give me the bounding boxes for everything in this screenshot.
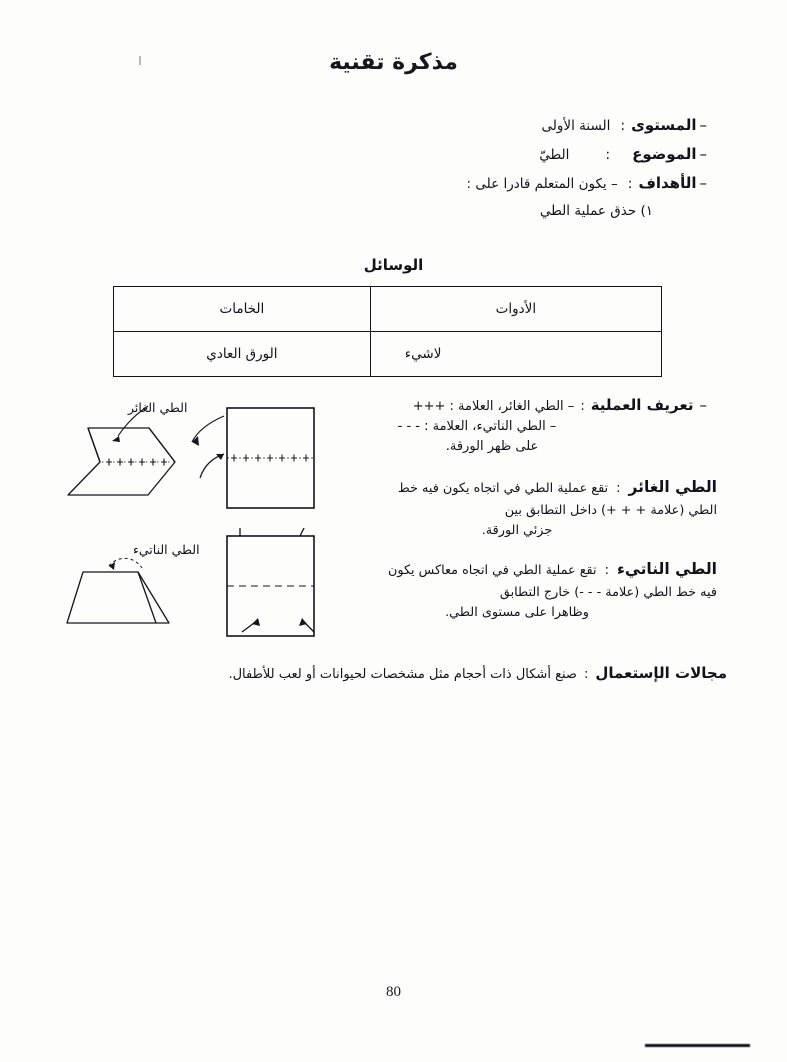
definition-line-1: – الطي الغائر، العلامة : +++ (412, 399, 575, 414)
concave-flat-sheet (227, 408, 314, 508)
definition-heading: تعريف العملية (590, 396, 694, 414)
usage-fields-line (67, 664, 727, 682)
convex-fold-heading-row (317, 560, 717, 582)
meta-dash-level: – (699, 116, 707, 134)
convex-fold-arrows (240, 528, 314, 632)
meta-label-level: المستوى (631, 116, 697, 134)
concave-inner-arrow (112, 436, 120, 442)
meta-row-subject (277, 145, 707, 163)
concave-fold-text-line-2: الطي (علامة + + +) داخل التطابق بين (504, 502, 717, 518)
meta-label-objectives: الأهداف (638, 174, 697, 192)
meta-colon-subject: : (605, 147, 611, 163)
table-header-row (114, 287, 662, 332)
meta-colon-objectives: : (627, 176, 633, 192)
concave-fold-text-line-3: جزئي الورقة. (481, 523, 553, 539)
definition-dash: – (699, 396, 707, 414)
objective-item-1: ١) حذق عملية الطي (539, 203, 653, 219)
definition-block (287, 396, 707, 457)
scan-artifact-smudge (645, 1044, 750, 1047)
meta-value-level: السنة الأولى (541, 118, 611, 134)
definition-heading-row (287, 396, 707, 417)
convex-fold-colon: : (604, 563, 609, 578)
definition-line-3: على ظهر الورقة. (445, 439, 539, 455)
usage-text: صنع أشكال ذات أحجام مثل مشخصات لحيوانات أو لعب للأطفال. (228, 667, 577, 682)
convex-fold-text-line-3: وظاهرا على مستوى الطي. (445, 605, 589, 621)
column-header-materials: الخامات (114, 287, 371, 332)
concave-fold-arrows (192, 416, 224, 478)
convex-fold-title: الطي الناتيء (616, 560, 717, 578)
meta-value-subject: الطيّ (539, 147, 570, 163)
means-table (113, 286, 662, 376)
concave-fold-text-line-1: تقع عملية الطي في اتجاه يكون فيه خط (397, 481, 609, 496)
cell-tools-value: لاشيء (370, 332, 661, 377)
concave-diagram-label: الطي الغائر (128, 400, 188, 415)
convex-leader-arrowhead (109, 562, 115, 570)
meta-row-level (277, 116, 707, 134)
definition-line-2: – الطي الناتيء، العلامة : - - - (397, 419, 557, 435)
meta-dash-objectives: – (699, 174, 707, 192)
definition-colon: : (580, 399, 585, 414)
convex-fold-text-line-1: تقع عملية الطي في اتجاه معاكس يكون (387, 563, 597, 578)
convex-fold-paragraph (317, 560, 717, 624)
meta-dash-subject: – (699, 145, 707, 163)
concave-fold-heading-row (317, 478, 717, 500)
meta-label-subject: الموضوع (632, 145, 697, 163)
scan-artifact-speck (139, 56, 141, 65)
convex-diagram-label: الطي الناتيء (133, 542, 200, 557)
concave-fold-paragraph (317, 478, 717, 542)
column-header-tools: الأدوات (370, 287, 661, 332)
convex-fold-text-line-2: فيه خط الطي (علامة - - -) خارج التطابق (499, 584, 717, 600)
meta-value-objectives: – يكون المتعلم قادرا على : (466, 176, 618, 192)
concave-fold-arrowheads (192, 436, 224, 460)
meta-row-objectives (277, 174, 707, 192)
page-number: 80 (386, 984, 401, 1000)
cell-materials-value: الورق العادي (114, 332, 371, 377)
meta-colon-level: : (620, 118, 626, 134)
lesson-meta-block (277, 116, 707, 219)
means-table-caption: الوسائل (363, 256, 424, 274)
concave-crease-line (102, 459, 174, 466)
usage-label: مجالات الإستعمال (595, 664, 727, 682)
convex-sheet-shape (67, 572, 169, 623)
convex-fold-arrowheads (236, 528, 310, 626)
table-row (114, 332, 662, 377)
concave-fold-title: الطي الغائر (628, 478, 717, 496)
page-title: مذكرة تقنية (329, 50, 458, 75)
usage-colon: : (583, 667, 589, 682)
concave-fold-colon: : (616, 481, 621, 496)
